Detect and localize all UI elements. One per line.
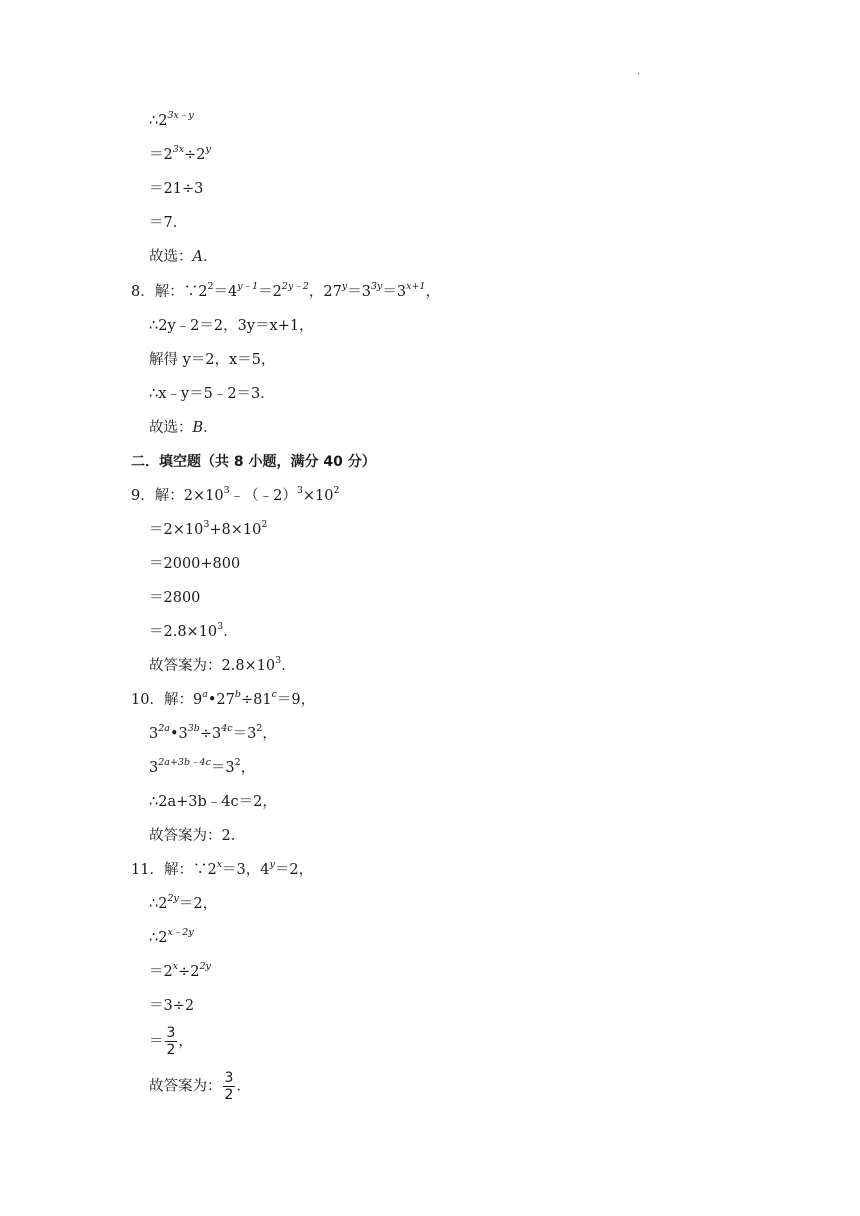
q11-line-2: $\therefore 2^{2y}=2$， <box>149 893 218 912</box>
q11-line-4: $=2^x\div 2^{2y}$ <box>149 961 211 980</box>
section-heading: 二．填空题（共 8 小题，满分 40 分） <box>131 454 376 470</box>
q11-answer: 故答案为： $\frac{3}{2}$ ． <box>149 1070 251 1103</box>
q9-line-2: $=2\times 10^3+8\times 10^2$ <box>149 519 268 538</box>
q9-answer: 故答案为：$2.8\times 10^3$． <box>149 655 296 674</box>
q9-line-1: 9．解：$2\times 10^3﹣(﹣2)^3\times 10^2$ <box>131 485 340 504</box>
q9-line-5: $=2.8\times 10^3$． <box>149 621 238 640</box>
q8-answer: 故选：B． <box>149 420 218 436</box>
q10-line-1: 10．解：$9^a•27^b\div 81^c=9$， <box>131 689 316 708</box>
q11-line-3: $\therefore 2^{x﹣2y}$ <box>149 927 194 946</box>
q7-line-4: ＝7． <box>149 215 188 231</box>
q8-line-2: ∴2y﹣2＝2，3y＝x+1， <box>149 318 314 334</box>
q9-line-4: ＝2800 <box>149 590 201 606</box>
q8-line-3: 解得 y＝2，x＝5， <box>149 352 276 368</box>
fraction: $\frac{3}{2}$ <box>166 1025 176 1058</box>
q9-line-3: ＝2000+800 <box>149 556 241 572</box>
q8-line-4: ∴x﹣y＝5﹣2＝3． <box>149 386 275 402</box>
q11-line-1: 11．解：$\because 2^x=3$，$4^y=2$， <box>131 859 314 878</box>
q7-line-1: $\therefore 2^{3x﹣y}$ <box>149 110 194 129</box>
header-dot: . <box>637 66 641 77</box>
q11-line-5: ＝3÷2 <box>149 998 195 1014</box>
q10-answer: 故答案为：2． <box>149 828 246 844</box>
q7-line-3: ＝21÷3 <box>149 181 204 197</box>
q11-line-6: ＝ $\frac{3}{2}$ ， <box>149 1025 193 1058</box>
q10-line-2: $3^{2a}•3^{3b}\div 3^{4c}=3^2$， <box>149 723 277 742</box>
q7-line-2: $=2^{3x}\div 2^y$ <box>149 144 211 163</box>
q7-answer: 故选：A． <box>149 249 218 265</box>
q8-line-1: 8．解：$\because 2^2=4^{y﹣1}=2^{2y﹣2}$，$27^y=3^{3y}=3^{x+1}$， <box>131 281 440 300</box>
q10-line-3: $3^{2a+3b﹣4c}=3^2$， <box>149 757 256 776</box>
fraction: $\frac{3}{2}$ <box>224 1070 234 1103</box>
q10-line-4: ∴2a+3b﹣4c＝2， <box>149 794 277 810</box>
